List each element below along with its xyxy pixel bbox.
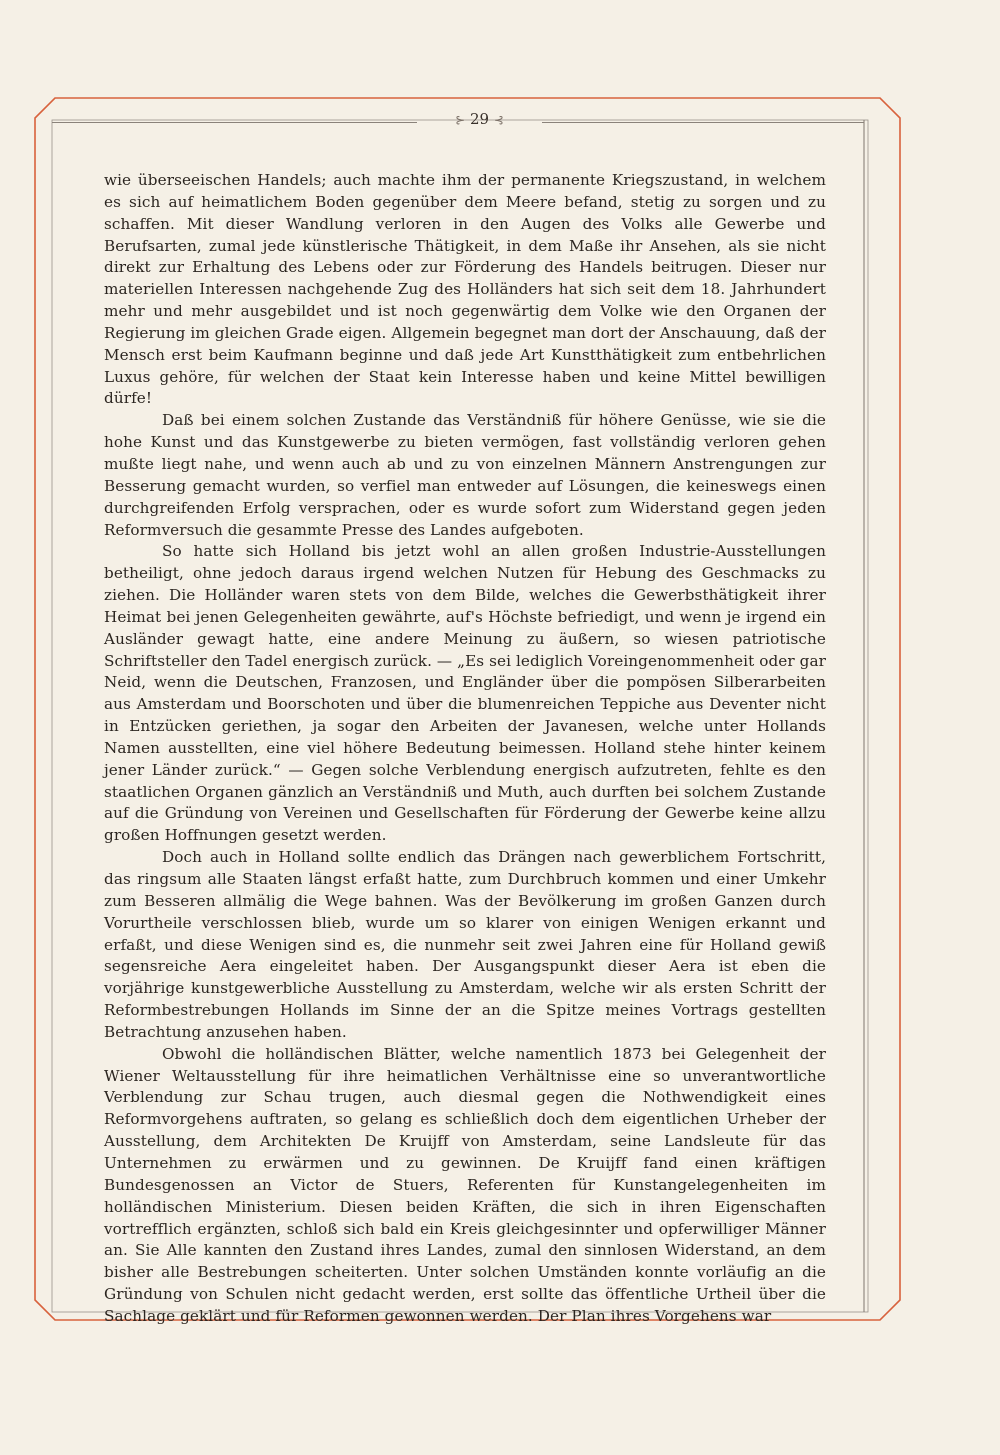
paragraph-3: So hatte sich Holland bis jetzt wohl an allen großen Industrie-Ausstellungen betheiligt, ohne jedoch daraus irgend welchen Nutzen für Hebung des Geschmacks zu ziehen. Die Holländer waren stets von dem Bilde, welches die Gewerbsthätigkeit ihrer Heimat bei jenen Gelegenheiten gewährte, auf's Höchste befriedigt, und wenn je irgend ein Ausländer gewagt hatte, eine andere Meinung zu äußern, so wiesen patriotische Schriftsteller den Tadel energisch zurück. — „Es sei lediglich Voreingenommenheit oder gar Neid, wenn die Deutschen, Franzosen, und Engländer über die pompösen Silberarbeiten aus Amsterdam und Boorschoten und über die blumenreichen Teppiche aus Deventer nicht in Entzücken geriethen, ja sogar den Arbeiten der Javanesen, welche unter Hollands Namen ausstellten, eine viel höhere Bedeutung beimessen. Holland stehe hinter keinem jener Länder zurück.“ — Gegen solche Verblendung energisch aufzutreten, fehlte es den staatlichen Organen gänzlich an Verständniß und Muth, auch durften bei solchem Zustande auf die Gründung von Vereinen und Gesellschaften für Förderung der Gewerbe keine allzu großen Hoffnungen gesetzt werden. [104, 542, 827, 845]
page-number-value: 29 [469, 110, 490, 128]
ornament-right: ⊰ [493, 113, 504, 127]
header-rule-right [542, 122, 864, 123]
body-text [104, 170, 826, 1328]
page-number [417, 110, 542, 128]
paragraph-5: Obwohl die holländischen Blätter, welche namentlich 1873 bei Gelegenheit der Wiener Weltausstellung für ihre heimatlichen Verhältnisse eine so unverantwortliche Verblendung zur Schau trugen, auch diesmal gegen die Nothwendigkeit eines Reformvorgehens auftraten, so gelang es schließlich doch dem eigentlichen Urheber der Ausstellung, dem Architekten De Kruijff von Amsterdam, seine Landsleute für das Unternehmen zu erwärmen und zu gewinnen. De Kruijff fand einen kräftigen Bundesgenossen an Victor de Stuers, Referenten für Kunstangelegenheiten im holländischen Ministerium. Diesen beiden Kräften, die sich in ihren Eigenschaften vortrefflich ergänzten, schloß sich bald ein Kreis gleichgesinnter und opferwilliger Männer an. Sie Alle kannten den Zustand ihres Landes, zumal den sinnlosen Widerstand, an dem bisher alle Bestrebungen scheiterten. Unter solchen Umständen konnte vorläufig an die Gründung von Schulen nicht gedacht werden, erst sollte das öffentliche Urtheil über die Sachlage geklärt und für Reformen gewonnen werden. Der Plan ihres Vorgehens war [104, 1044, 826, 1325]
ornament-left: ⊱ [455, 113, 466, 127]
paragraph-2: Daß bei einem solchen Zustande das Verständniß für höhere Genüsse, wie sie die hohe Kunst und das Kunstgewerbe zu bieten vermögen, fast vollständig verloren gehen mußte liegt nahe, und wenn auch ab und zu von einzelnen Männern Anstrengungen zur Besserung gemacht wurden, so verfiel man entweder auf Lösungen, die keineswegs einen durchgreifenden Erfolg versprachen, oder es wurde sofort zum Widerstand gegen jeden Reformversuch die gesammte Presse des Landes aufgeboten. [104, 411, 826, 539]
page-header [52, 108, 864, 138]
paragraph-1: wie überseeischen Handels; auch machte ihm der permanente Kriegszustand, in welchem es sich auf heimatlichem Boden gegenüber dem Meere befand, stetig zu sorgen und zu schaffen. Mit dieser Wandlung verloren in den Augen des Volks alle Gewerbe und Berufsarten, zumal jede künstlerische Thätigkeit, in dem Maße ihr Ansehen, als sie nicht direkt zur Erhaltung des Lebens oder zur Förderung des Handels beitrugen. Dieser nur materiellen Interessen nachgehende Zug des Holländers hat sich seit dem 18. Jahrhundert mehr und mehr ausgebildet und ist noch gegenwärtig dem Volke wie den Organen der Regierung im gleichen Grade eigen. Allgemein begegnet man dort der Anschauung, daß der Mensch erst beim Kaufmann beginne und daß jede Art Kunstthätigkeit zum entbehrlichen Luxus gehöre, für welchen der Staat kein Interesse haben und keine Mittel bewilligen dürfe! [104, 171, 826, 408]
paragraph-4: Doch auch in Holland sollte endlich das Drängen nach gewerblichem Fortschritt, das ringsum alle Staaten längst erfaßt hatte, zum Durchbruch kommen und einer Umkehr zum Besseren allmälig die Wege bahnen. Was der Bevölkerung im großen Ganzen durch Vorurtheile verschlossen blieb, wurde um so klarer von einigen Wenigen erkannt und erfaßt, und diese Wenigen sind es, die nunmehr seit zwei Jahren eine für Holland gewiß segensreiche Aera eingeleitet haben. Der Ausgangspunkt dieser Aera ist eben die vorjährige kunstgewerbliche Ausstellung zu Amsterdam, welche wir als ersten Schritt der Reformbestrebungen Hollands im Sinne der an die Spitze meines Vortrags gestellten Betrachtung anzusehen haben. [104, 848, 826, 1041]
header-rule-left [52, 122, 417, 123]
